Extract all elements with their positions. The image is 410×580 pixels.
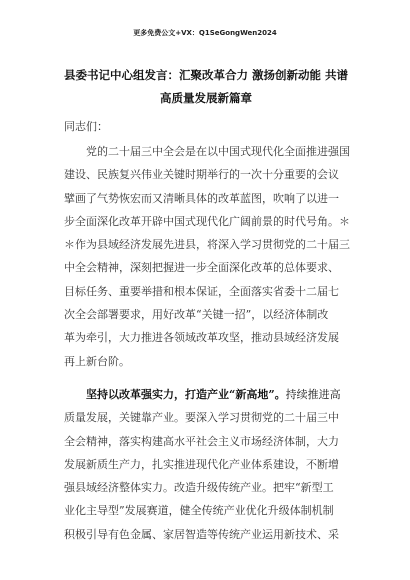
text-line: ＊作为县域经济发展先进县，将深入学习贯彻党的二十届三 xyxy=(64,238,350,252)
text-line: 步全面深化改革开辟中国式现代化广阔前景的时代号角。＊ xyxy=(64,214,350,228)
text-line: 积极引导有色金属、家居智造等传统产业运用新技术、采 xyxy=(64,527,339,541)
text-line: 发展新质生产力，扎实推进现代化产业体系建设，不断增 xyxy=(64,457,339,471)
text-line: 再上新台阶。 xyxy=(64,354,130,368)
document-body xyxy=(64,140,354,546)
heading-continuation: 持续推进高 xyxy=(285,387,341,401)
text-line: 建设、民族复兴伟业关键时期举行的一次十分重要的会议 xyxy=(64,168,339,182)
text-line: 中全会精神，深刻把握进一步全面深化改革的总体要求、 xyxy=(64,261,339,275)
text-line: 擘画了气势恢宏而又清晰具体的改革蓝图，吹响了以进一 xyxy=(64,191,339,205)
text-line: 业化主导型”发展赛道，健全传统产业优化升级体制机制 xyxy=(64,504,334,518)
text-line: 革为牵引，大力推进各领域改革攻坚，推动县域经济发展 xyxy=(64,331,339,345)
header-note: 更多免费公文+VX：Q1SeGongWen2024 xyxy=(133,29,277,37)
text-line: 次全会部署要求，用好改革“关键一招”，以经济体制改 xyxy=(64,308,329,322)
title-line: 高质量发展新篇章 xyxy=(160,91,252,105)
paragraph-1 xyxy=(64,140,354,373)
greeting: 同志们： xyxy=(64,120,108,133)
title-line: 县委书记中心组发言：汇聚改革合力 激扬创新动能 共谱 xyxy=(63,68,348,82)
text-line: 目标任务、重要举措和根本保证，全面落实省委十二届七 xyxy=(64,284,339,298)
text-line: 强县域经济整体实力。改造升级传统产业。把牢“新型工 xyxy=(64,481,334,495)
section-heading: 坚持以改革强实力，打造产业“新高地”。 xyxy=(64,387,286,401)
paragraph-2 xyxy=(64,383,354,546)
text-line: 党的二十届三中全会是在以中国式现代化全面推进强国 xyxy=(64,145,350,158)
text-line xyxy=(64,383,354,406)
text-line: 全会精神，落实构建高水平社会主义市场经济体制，大力 xyxy=(64,434,339,448)
text-line: 质量发展，关键靠产业。要深入学习贯彻党的二十届三中 xyxy=(64,411,339,425)
document-title xyxy=(56,64,356,110)
